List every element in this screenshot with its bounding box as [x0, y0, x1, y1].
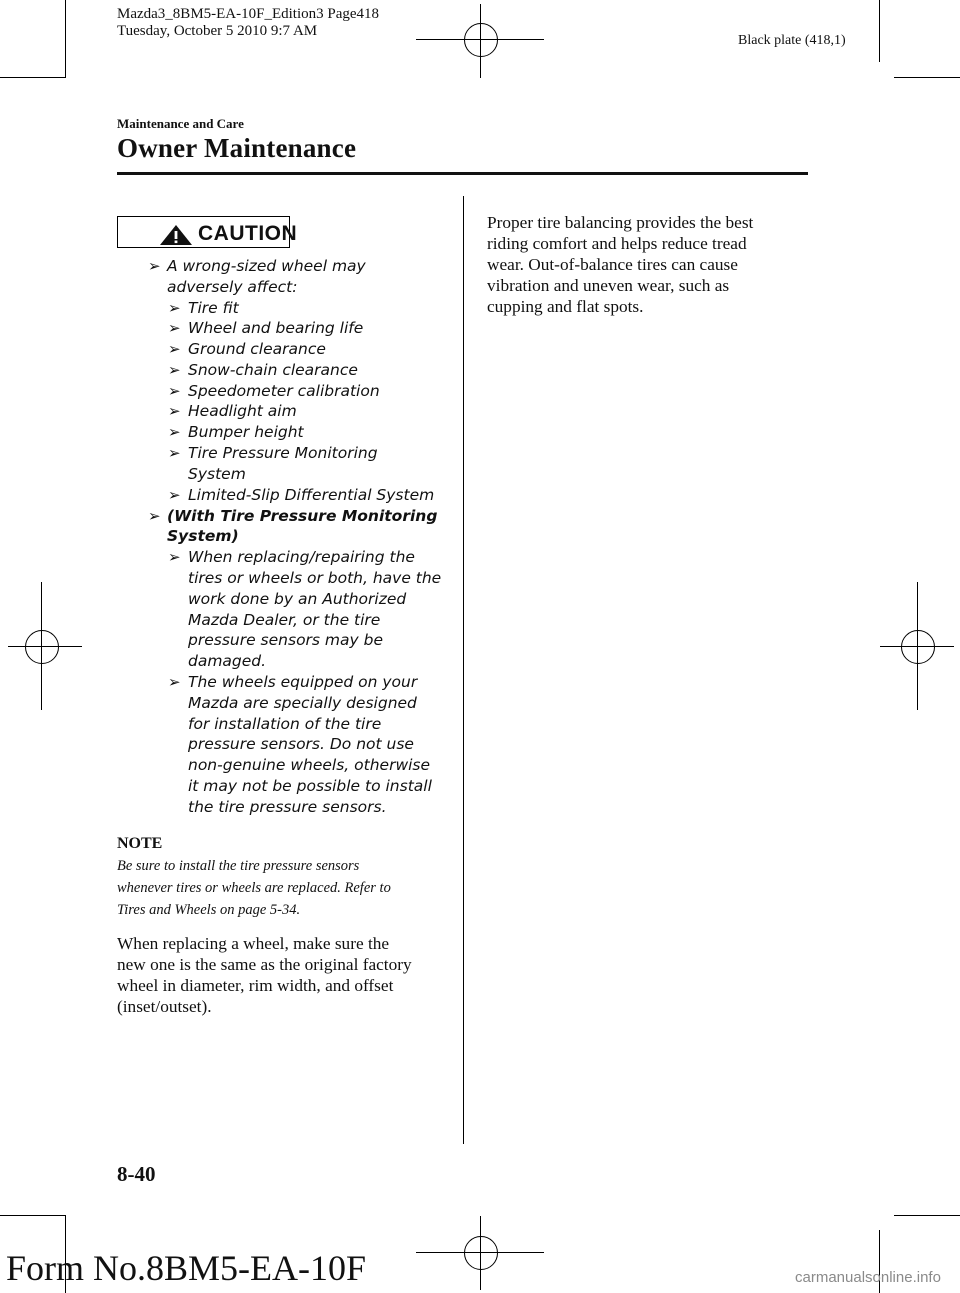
bullet-icon: ➢ — [148, 257, 161, 275]
section-label: Maintenance and Care — [117, 116, 244, 131]
bullet-icon: ➢ — [168, 382, 181, 400]
caution-line: for installation of the tire — [188, 715, 382, 733]
body-line: Proper tire balancing provides the best — [487, 213, 754, 232]
bullet-icon: ➢ — [168, 402, 181, 420]
page-number: 8-40 — [117, 1162, 156, 1186]
plate-label: Black plate (418,1) — [738, 33, 846, 48]
caution-line: Headlight aim — [188, 402, 297, 420]
bullet-icon: ➢ — [168, 673, 181, 691]
column-divider — [463, 196, 464, 1144]
caution-line: (With Tire Pressure Monitoring — [167, 507, 438, 525]
caution-line: adversely affect: — [167, 278, 298, 296]
caution-line: pressure sensors. Do not use — [188, 735, 414, 753]
bullet-icon: ➢ — [168, 423, 181, 441]
caution-line: Snow-chain clearance — [188, 361, 358, 379]
body-line: riding comfort and helps reduce tread — [487, 234, 747, 253]
caution-line: System — [188, 465, 246, 483]
body-line: vibration and uneven wear, such as — [487, 276, 730, 295]
title-rule — [117, 172, 808, 175]
bullet-icon: ➢ — [168, 486, 181, 504]
note-line: Be sure to install the tire pressure sensors — [117, 858, 360, 874]
caution-line: Ground clearance — [188, 340, 326, 358]
note-line: Tires and Wheels on page 5-34. — [117, 902, 301, 918]
print-header-line2: Tuesday, October 5 2010 9:7 AM — [117, 23, 318, 39]
caution-line: Tire Pressure Monitoring — [188, 444, 378, 462]
body-line: When replacing a wheel, make sure the — [117, 934, 390, 953]
caution-line: Mazda Dealer, or the tire — [188, 611, 381, 629]
caution-line: Limited-Slip Differential System — [188, 486, 435, 504]
caution-line: Mazda are specially designed — [188, 694, 417, 712]
caution-line: Wheel and bearing life — [188, 319, 364, 337]
caution-line: When replacing/repairing the — [188, 548, 415, 566]
caution-label: CAUTION — [198, 222, 298, 245]
note-line: whenever tires or wheels are replaced. Refer to — [117, 880, 391, 896]
body-line: wear. Out-of-balance tires can cause — [487, 255, 738, 274]
body-line: (inset/outset). — [117, 997, 212, 1016]
watermark: carmanualsonline.info — [795, 1269, 941, 1286]
note-label: NOTE — [117, 835, 163, 852]
caution-line: pressure sensors may be — [188, 631, 383, 649]
bullet-icon: ➢ — [168, 340, 181, 358]
bullet-icon: ➢ — [168, 548, 181, 566]
warning-triangle-icon — [158, 224, 194, 246]
caution-line: Tire fit — [188, 299, 239, 317]
bullet-icon: ➢ — [148, 507, 161, 525]
caution-line: non-genuine wheels, otherwise — [188, 756, 431, 774]
caution-line: System) — [167, 527, 239, 545]
caution-line: The wheels equipped on your — [188, 673, 418, 691]
caution-line: Bumper height — [188, 423, 304, 441]
caution-line: the tire pressure sensors. — [188, 798, 387, 816]
body-line: wheel in diameter, rim width, and offset — [117, 976, 394, 995]
body-line: cupping and flat spots. — [487, 297, 644, 316]
body-line: new one is the same as the original factory — [117, 955, 412, 974]
page-title: Owner Maintenance — [117, 133, 357, 163]
bullet-icon: ➢ — [168, 299, 181, 317]
bullet-icon: ➢ — [168, 319, 181, 337]
bullet-icon: ➢ — [168, 444, 181, 462]
caution-line: tires or wheels or both, have the — [188, 569, 442, 587]
caution-line: work done by an Authorized — [188, 590, 407, 608]
print-header-line1: Mazda3_8BM5-EA-10F_Edition3 Page418 — [117, 6, 380, 22]
caution-line: it may not be possible to install — [188, 777, 432, 795]
caution-line: Speedometer calibration — [188, 382, 380, 400]
bullet-icon: ➢ — [168, 361, 181, 379]
caution-line: damaged. — [188, 652, 267, 670]
form-number: Form No.8BM5-EA-10F — [6, 1248, 367, 1288]
caution-line: A wrong-sized wheel may — [167, 257, 366, 275]
